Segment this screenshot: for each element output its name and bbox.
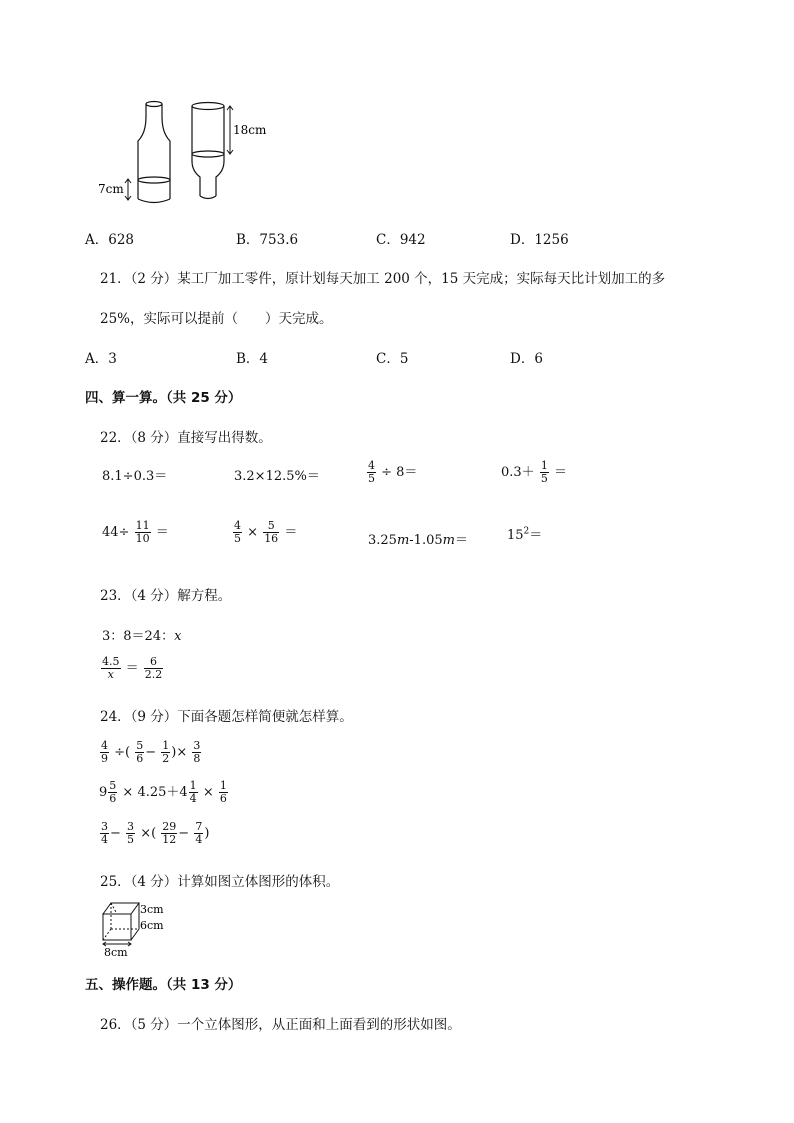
q22-r1c3: $\frac{4}{5}$ ÷ 8＝ — [368, 459, 418, 485]
q20-option-b: B．753.6 — [236, 232, 299, 248]
q21-option-a: A．3 — [85, 351, 117, 367]
q25-title: 25．（4 分）计算如图立体图形的体积。 — [100, 874, 340, 890]
section4-title: 四、算一算。（共 25 分） — [85, 390, 242, 406]
q23-title: 23．（4 分）解方程。 — [100, 588, 232, 604]
section5-title: 五、操作题。（共 13 分） — [85, 977, 242, 993]
inverted-bottle — [192, 103, 224, 199]
q21-option-b: B．4 — [236, 351, 269, 367]
q22-r2c4: $15^2=$ — [507, 526, 543, 543]
q23-eq1: 3：8＝24：x — [102, 629, 182, 644]
upright-bottle — [138, 102, 170, 203]
q21-line1: 21．（2 分）某工厂加工零件，原计划每天加工 200 个，15 天完成；实际每天比计划加工的多 — [100, 271, 666, 287]
label-3cm: 3cm — [140, 903, 164, 916]
q20-option-a: A．628 — [85, 232, 135, 248]
q22-r1c2: 3.2×12.5%＝ — [234, 469, 320, 484]
label-6cm: 6cm — [140, 919, 164, 932]
bottle-figure — [95, 95, 285, 210]
q22-r1c1: 8.1÷0.3＝ — [102, 469, 168, 484]
q20-option-d: D．1256 — [510, 232, 569, 248]
q24-title: 24．（9 分）下面各题怎样简便就怎样算。 — [100, 709, 353, 725]
q21-option-d: D．6 — [510, 351, 543, 367]
q24-expr3: $\frac{3}{4}$ − $\frac{3}{5}$ ×( $\frac{29}{12}$ − $\frac{7}{4}$ ) — [101, 820, 210, 846]
q24-expr1: $\frac{4}{9}$ ÷( $\frac{5}{6}$ − $\frac{1}{2}$ )× $\frac{3}{8}$ — [101, 739, 201, 765]
label-18cm: 18cm — [233, 123, 267, 137]
solid-figure — [95, 898, 175, 958]
q21-line2: 25%，实际可以提前（ ）天完成。 — [100, 311, 333, 327]
q22-title: 22．（8 分）直接写出得数。 — [100, 430, 272, 446]
label-7cm: 7cm — [98, 182, 124, 196]
q22-r1c4: 0.3＋ $\frac{1}{5}$ ＝ — [501, 459, 567, 485]
q22-r2c1: 44÷ $\frac{11}{10}$ ＝ — [102, 519, 169, 545]
q21-option-c: C．5 — [376, 351, 409, 367]
q22-r2c2: $\frac{4}{5}$ × $\frac{5}{16}$ ＝ — [234, 519, 298, 545]
q22-r2c3: 3.25m-1.05m＝ — [368, 533, 468, 548]
q26-title: 26．（5 分）一个立体图形，从正面和上面看到的形状如图。 — [100, 1017, 461, 1033]
q20-option-c: C．942 — [376, 232, 426, 248]
q24-expr2: 9 $\frac{5}{6}$ × 4.25＋4 $\frac{1}{4}$ × $\frac{1}{6}$ — [99, 779, 227, 805]
label-8cm: 8cm — [104, 946, 128, 958]
q23-eq2: $\frac{4.5}{x}$ ＝ $\frac{6}{2.2}$ — [102, 655, 163, 681]
